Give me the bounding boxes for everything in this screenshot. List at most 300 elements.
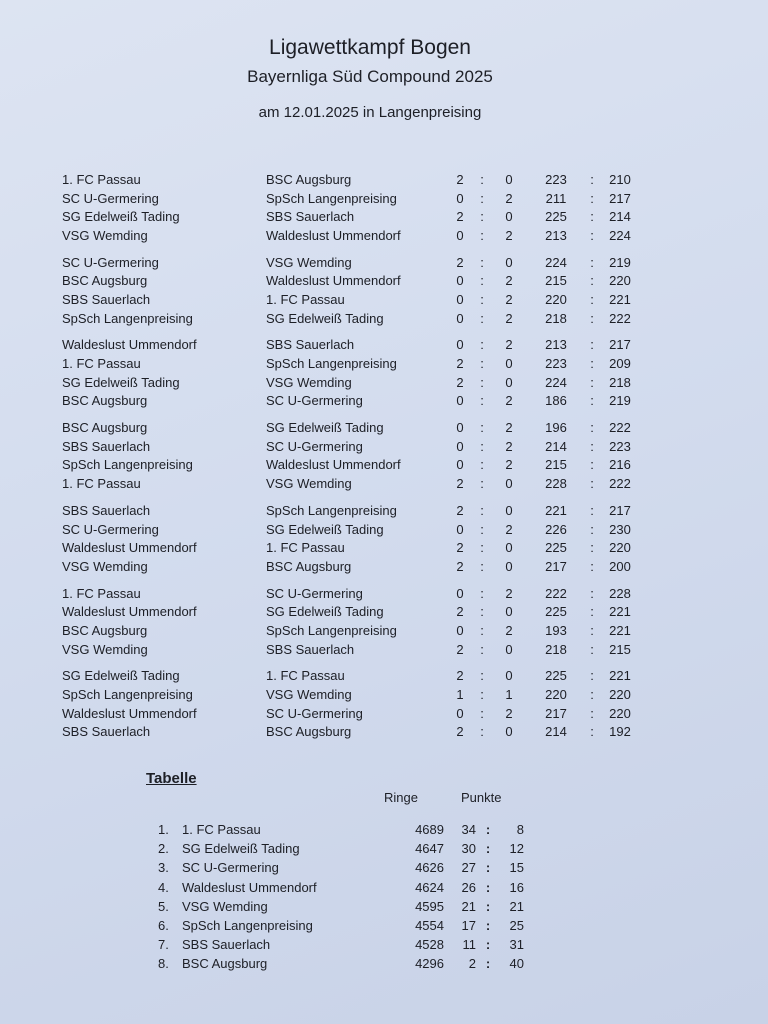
- home-team: SpSch Langenpreising: [62, 310, 193, 326]
- rings-home: 220: [545, 291, 567, 307]
- home-team: SG Edelweiß Tading: [62, 374, 180, 390]
- points-minus: 21: [509, 898, 524, 914]
- set-points-home: 2: [456, 558, 464, 574]
- score-separator: :: [590, 291, 594, 307]
- set-points-home: 0: [456, 622, 464, 638]
- match-row: [62, 392, 642, 411]
- score-separator: :: [480, 724, 484, 740]
- set-points-away: 2: [505, 521, 513, 537]
- away-team: 1. FC Passau: [266, 291, 345, 307]
- rank: 5.: [158, 898, 169, 914]
- rings-away: 217: [609, 337, 631, 353]
- home-team: VSG Wemding: [62, 558, 148, 574]
- home-team: SC U-Germering: [62, 254, 159, 270]
- date-location: am 12.01.2025 in Langenpreising: [258, 104, 482, 121]
- score-separator: :: [480, 641, 484, 657]
- score-separator: :: [480, 558, 484, 574]
- match-row: [62, 685, 642, 704]
- score-separator: :: [480, 585, 484, 601]
- rings-away: 222: [609, 310, 631, 326]
- set-points-away: 0: [505, 374, 513, 390]
- rings-home: 217: [545, 705, 567, 721]
- score-separator: :: [590, 521, 594, 537]
- score-separator: :: [480, 540, 484, 556]
- team-name: SpSch Langenpreising: [182, 918, 313, 934]
- score-separator: :: [590, 585, 594, 601]
- rings-home: 222: [545, 585, 567, 601]
- home-team: VSG Wemding: [62, 227, 148, 243]
- match-round: [62, 170, 642, 245]
- rings-away: 230: [609, 521, 631, 537]
- points-plus: 2: [468, 956, 476, 972]
- score-separator: :: [480, 502, 484, 518]
- set-points-home: 0: [456, 585, 464, 601]
- set-points-away: 2: [505, 190, 513, 206]
- rings-home: 221: [545, 502, 567, 518]
- set-points-home: 2: [456, 724, 464, 740]
- rings-home: 215: [545, 273, 567, 289]
- away-team: SC U-Germering: [266, 585, 363, 601]
- away-team: SpSch Langenpreising: [266, 502, 397, 518]
- set-points-home: 2: [456, 668, 464, 684]
- rank: 3.: [158, 860, 169, 876]
- team-name: Waldeslust Ummendorf: [182, 879, 317, 895]
- points-plus: 17: [461, 918, 476, 934]
- away-team: BSC Augsburg: [266, 558, 352, 574]
- home-team: Waldeslust Ummendorf: [62, 337, 197, 353]
- table-heading: Tabelle: [146, 770, 197, 787]
- set-points-home: 0: [456, 393, 464, 409]
- score-separator: :: [480, 457, 484, 473]
- set-points-away: 0: [505, 356, 513, 372]
- rings-home: 225: [545, 604, 567, 620]
- home-team: SBS Sauerlach: [62, 724, 151, 740]
- match-round: [62, 336, 642, 411]
- score-separator: :: [590, 476, 594, 492]
- rings-away: 221: [609, 291, 631, 307]
- set-points-home: 2: [456, 356, 464, 372]
- set-points-home: 2: [456, 604, 464, 620]
- team-name: SC U-Germering: [182, 860, 279, 876]
- set-points-away: 0: [505, 724, 513, 740]
- score-separator: :: [590, 668, 594, 684]
- set-points-home: 2: [456, 502, 464, 518]
- score-separator: :: [590, 393, 594, 409]
- match-row: [62, 253, 642, 272]
- home-team: SBS Sauerlach: [62, 438, 151, 454]
- rings-away: 210: [609, 171, 631, 187]
- match-row: [62, 437, 642, 456]
- score-separator: :: [590, 540, 594, 556]
- standings-row: [158, 839, 538, 858]
- points-separator: :: [485, 956, 491, 972]
- match-round: [62, 418, 642, 493]
- home-team: SBS Sauerlach: [62, 291, 151, 307]
- set-points-away: 2: [505, 393, 513, 409]
- score-separator: :: [590, 558, 594, 574]
- rings-away: 223: [609, 438, 631, 454]
- rings-home: 193: [545, 622, 567, 638]
- score-separator: :: [590, 209, 594, 225]
- rings-home: 186: [545, 393, 567, 409]
- rings-home: 217: [545, 558, 567, 574]
- team-name: SBS Sauerlach: [182, 937, 271, 953]
- rings-home: 220: [545, 687, 567, 703]
- away-team: SG Edelweiß Tading: [266, 310, 384, 326]
- set-points-away: 2: [505, 622, 513, 638]
- rings-home: 225: [545, 209, 567, 225]
- standings-row: [158, 954, 538, 973]
- home-team: 1. FC Passau: [62, 585, 141, 601]
- rank: 8.: [158, 956, 169, 972]
- match-row: [62, 501, 642, 520]
- away-team: SG Edelweiß Tading: [266, 420, 384, 436]
- match-row: [62, 456, 642, 475]
- score-separator: :: [590, 374, 594, 390]
- score-separator: :: [590, 438, 594, 454]
- score-separator: :: [590, 337, 594, 353]
- rings-away: 214: [609, 209, 631, 225]
- rings-away: 224: [609, 227, 631, 243]
- match-row: [62, 621, 642, 640]
- rings-away: 222: [609, 476, 631, 492]
- set-points-away: 0: [505, 668, 513, 684]
- away-team: SC U-Germering: [266, 438, 363, 454]
- column-header-ringe: Ringe: [384, 790, 418, 805]
- score-separator: :: [480, 291, 484, 307]
- rings-away: 209: [609, 356, 631, 372]
- rings-away: 221: [609, 604, 631, 620]
- rings-away: 221: [609, 622, 631, 638]
- match-row: [62, 557, 642, 576]
- score-separator: :: [590, 622, 594, 638]
- points-separator: :: [485, 937, 491, 953]
- match-row: [62, 207, 642, 226]
- rank: 1.: [158, 822, 169, 838]
- rings-home: 213: [545, 227, 567, 243]
- set-points-away: 0: [505, 254, 513, 270]
- score-separator: :: [480, 374, 484, 390]
- set-points-home: 0: [456, 521, 464, 537]
- rings-away: 218: [609, 374, 631, 390]
- away-team: SpSch Langenpreising: [266, 190, 397, 206]
- rings-home: 228: [545, 476, 567, 492]
- points-plus: 26: [461, 879, 476, 895]
- set-points-home: 0: [456, 273, 464, 289]
- standings-row: [158, 935, 538, 954]
- home-team: SG Edelweiß Tading: [62, 668, 180, 684]
- rings-home: 211: [545, 190, 567, 206]
- match-row: [62, 584, 642, 603]
- away-team: BSC Augsburg: [266, 171, 352, 187]
- home-team: SG Edelweiß Tading: [62, 209, 180, 225]
- home-team: VSG Wemding: [62, 641, 148, 657]
- rings-home: 225: [545, 540, 567, 556]
- score-separator: :: [480, 622, 484, 638]
- set-points-away: 0: [505, 171, 513, 187]
- rings-away: 219: [609, 254, 631, 270]
- score-separator: :: [480, 705, 484, 721]
- home-team: 1. FC Passau: [62, 356, 141, 372]
- rings-home: 214: [545, 724, 567, 740]
- score-separator: :: [480, 310, 484, 326]
- page-title: Ligawettkampf Bogen: [269, 36, 471, 59]
- rings-home: 218: [545, 641, 567, 657]
- set-points-home: 0: [456, 190, 464, 206]
- column-header-punkte: Punkte: [461, 790, 502, 805]
- points-plus: 11: [462, 937, 476, 953]
- rank: 6.: [158, 918, 169, 934]
- standings-row: [158, 820, 538, 839]
- standings-table: [158, 820, 538, 974]
- home-team: SC U-Germering: [62, 190, 159, 206]
- score-separator: :: [480, 393, 484, 409]
- match-row: [62, 226, 642, 245]
- league-subtitle: Bayernliga Süd Compound 2025: [247, 67, 493, 86]
- points-minus: 25: [509, 918, 524, 934]
- score-separator: :: [480, 687, 484, 703]
- score-separator: :: [590, 457, 594, 473]
- score-separator: :: [480, 254, 484, 270]
- rings-home: 218: [545, 310, 567, 326]
- set-points-away: 2: [505, 227, 513, 243]
- home-team: BSC Augsburg: [62, 393, 148, 409]
- set-points-home: 2: [456, 374, 464, 390]
- rings-away: 220: [609, 540, 631, 556]
- set-points-home: 0: [456, 457, 464, 473]
- rings-home: 223: [545, 356, 567, 372]
- home-team: Waldeslust Ummendorf: [62, 604, 197, 620]
- set-points-away: 2: [505, 291, 513, 307]
- away-team: SBS Sauerlach: [266, 337, 355, 353]
- match-row: [62, 309, 642, 328]
- home-team: SpSch Langenpreising: [62, 687, 193, 703]
- points-minus: 40: [509, 956, 524, 972]
- set-points-away: 2: [505, 585, 513, 601]
- points-plus: 27: [461, 860, 476, 876]
- rank: 2.: [158, 841, 169, 857]
- score-separator: :: [590, 273, 594, 289]
- score-separator: :: [590, 254, 594, 270]
- match-row: [62, 418, 642, 437]
- team-name: VSG Wemding: [182, 898, 268, 914]
- rings-away: 216: [609, 457, 631, 473]
- score-separator: :: [590, 687, 594, 703]
- score-separator: :: [590, 190, 594, 206]
- score-separator: :: [480, 438, 484, 454]
- score-separator: :: [480, 604, 484, 620]
- home-team: SBS Sauerlach: [62, 502, 151, 518]
- score-separator: :: [590, 420, 594, 436]
- rings-away: 217: [609, 502, 631, 518]
- set-points-away: 0: [505, 540, 513, 556]
- set-points-away: 2: [505, 273, 513, 289]
- match-row: [62, 290, 642, 309]
- rings-away: 219: [609, 393, 631, 409]
- score-separator: :: [480, 273, 484, 289]
- set-points-home: 0: [456, 438, 464, 454]
- score-separator: :: [480, 337, 484, 353]
- score-separator: :: [480, 521, 484, 537]
- home-team: 1. FC Passau: [62, 476, 141, 492]
- away-team: SG Edelweiß Tading: [266, 521, 384, 537]
- match-row: [62, 520, 642, 539]
- score-separator: :: [480, 227, 484, 243]
- score-separator: :: [590, 641, 594, 657]
- score-separator: :: [480, 171, 484, 187]
- team-name: BSC Augsburg: [182, 956, 268, 972]
- set-points-away: 1: [505, 687, 513, 703]
- total-rings: 4554: [415, 918, 444, 934]
- rings-home: 223: [545, 171, 567, 187]
- rings-away: 220: [609, 687, 631, 703]
- away-team: Waldeslust Ummendorf: [266, 457, 401, 473]
- away-team: VSG Wemding: [266, 476, 352, 492]
- rings-home: 214: [545, 438, 567, 454]
- away-team: SC U-Germering: [266, 393, 363, 409]
- rings-away: 220: [609, 273, 631, 289]
- set-points-home: 2: [456, 476, 464, 492]
- match-row: [62, 271, 642, 290]
- total-rings: 4296: [415, 956, 444, 972]
- total-rings: 4689: [415, 822, 444, 838]
- away-team: SC U-Germering: [266, 705, 363, 721]
- set-points-away: 2: [505, 457, 513, 473]
- set-points-home: 2: [456, 641, 464, 657]
- set-points-away: 2: [505, 310, 513, 326]
- away-team: Waldeslust Ummendorf: [266, 227, 401, 243]
- points-minus: 31: [509, 937, 524, 953]
- away-team: 1. FC Passau: [266, 668, 345, 684]
- set-points-away: 0: [505, 641, 513, 657]
- match-row: [62, 723, 642, 742]
- match-row: [62, 474, 642, 493]
- score-separator: :: [590, 502, 594, 518]
- set-points-home: 0: [456, 291, 464, 307]
- home-team: BSC Augsburg: [62, 622, 148, 638]
- match-row: [62, 667, 642, 686]
- away-team: VSG Wemding: [266, 687, 352, 703]
- rings-home: 196: [545, 420, 567, 436]
- score-separator: :: [480, 476, 484, 492]
- match-round: [62, 501, 642, 576]
- score-separator: :: [590, 227, 594, 243]
- points-plus: 30: [461, 841, 476, 857]
- away-team: SBS Sauerlach: [266, 209, 355, 225]
- match-row: [62, 704, 642, 723]
- rings-home: 213: [545, 337, 567, 353]
- points-minus: 12: [509, 841, 524, 857]
- points-separator: :: [485, 822, 491, 838]
- score-separator: :: [590, 604, 594, 620]
- total-rings: 4595: [415, 898, 444, 914]
- set-points-home: 0: [456, 337, 464, 353]
- match-row: [62, 170, 642, 189]
- rings-away: 192: [609, 724, 631, 740]
- standings-row: [158, 897, 538, 916]
- match-round: [62, 584, 642, 659]
- away-team: BSC Augsburg: [266, 724, 352, 740]
- points-plus: 21: [461, 898, 476, 914]
- rings-home: 224: [545, 374, 567, 390]
- points-minus: 16: [509, 879, 524, 895]
- home-team: SC U-Germering: [62, 521, 159, 537]
- score-separator: :: [480, 356, 484, 372]
- match-results: [62, 170, 642, 749]
- match-row: [62, 354, 642, 373]
- home-team: 1. FC Passau: [62, 171, 141, 187]
- home-team: BSC Augsburg: [62, 420, 148, 436]
- points-separator: :: [485, 879, 491, 895]
- standings-row: [158, 878, 538, 897]
- points-plus: 34: [461, 822, 476, 838]
- rings-away: 228: [609, 585, 631, 601]
- match-row: [62, 189, 642, 208]
- rings-away: 217: [609, 190, 631, 206]
- set-points-home: 0: [456, 310, 464, 326]
- set-points-home: 1: [456, 687, 464, 703]
- match-row: [62, 336, 642, 355]
- score-separator: :: [590, 310, 594, 326]
- set-points-home: 2: [456, 209, 464, 225]
- set-points-away: 2: [505, 438, 513, 454]
- set-points-home: 0: [456, 227, 464, 243]
- score-separator: :: [480, 190, 484, 206]
- set-points-away: 2: [505, 705, 513, 721]
- team-name: 1. FC Passau: [182, 822, 261, 838]
- rings-home: 226: [545, 521, 567, 537]
- set-points-home: 2: [456, 171, 464, 187]
- away-team: Waldeslust Ummendorf: [266, 273, 401, 289]
- rings-away: 221: [609, 668, 631, 684]
- points-separator: :: [485, 918, 491, 934]
- set-points-away: 2: [505, 337, 513, 353]
- score-separator: :: [590, 724, 594, 740]
- set-points-away: 2: [505, 420, 513, 436]
- away-team: VSG Wemding: [266, 254, 352, 270]
- home-team: SpSch Langenpreising: [62, 457, 193, 473]
- set-points-home: 0: [456, 420, 464, 436]
- match-row: [62, 373, 642, 392]
- total-rings: 4626: [415, 860, 444, 876]
- score-separator: :: [590, 705, 594, 721]
- set-points-away: 0: [505, 558, 513, 574]
- match-round: [62, 667, 642, 742]
- rings-home: 225: [545, 668, 567, 684]
- points-separator: :: [485, 898, 491, 914]
- total-rings: 4624: [415, 879, 444, 895]
- rank: 4.: [158, 879, 169, 895]
- total-rings: 4528: [415, 937, 444, 953]
- match-row: [62, 538, 642, 557]
- away-team: SpSch Langenpreising: [266, 356, 397, 372]
- standings-row: [158, 916, 538, 935]
- rings-away: 215: [609, 641, 631, 657]
- standings-row: [158, 858, 538, 877]
- score-separator: :: [480, 209, 484, 225]
- set-points-away: 0: [505, 604, 513, 620]
- set-points-away: 0: [505, 502, 513, 518]
- rings-home: 215: [545, 457, 567, 473]
- home-team: Waldeslust Ummendorf: [62, 540, 197, 556]
- away-team: SG Edelweiß Tading: [266, 604, 384, 620]
- match-round: [62, 253, 642, 328]
- score-separator: :: [480, 420, 484, 436]
- rings-away: 222: [609, 420, 631, 436]
- match-row: [62, 640, 642, 659]
- team-name: SG Edelweiß Tading: [182, 841, 300, 857]
- points-minus: 15: [509, 860, 524, 876]
